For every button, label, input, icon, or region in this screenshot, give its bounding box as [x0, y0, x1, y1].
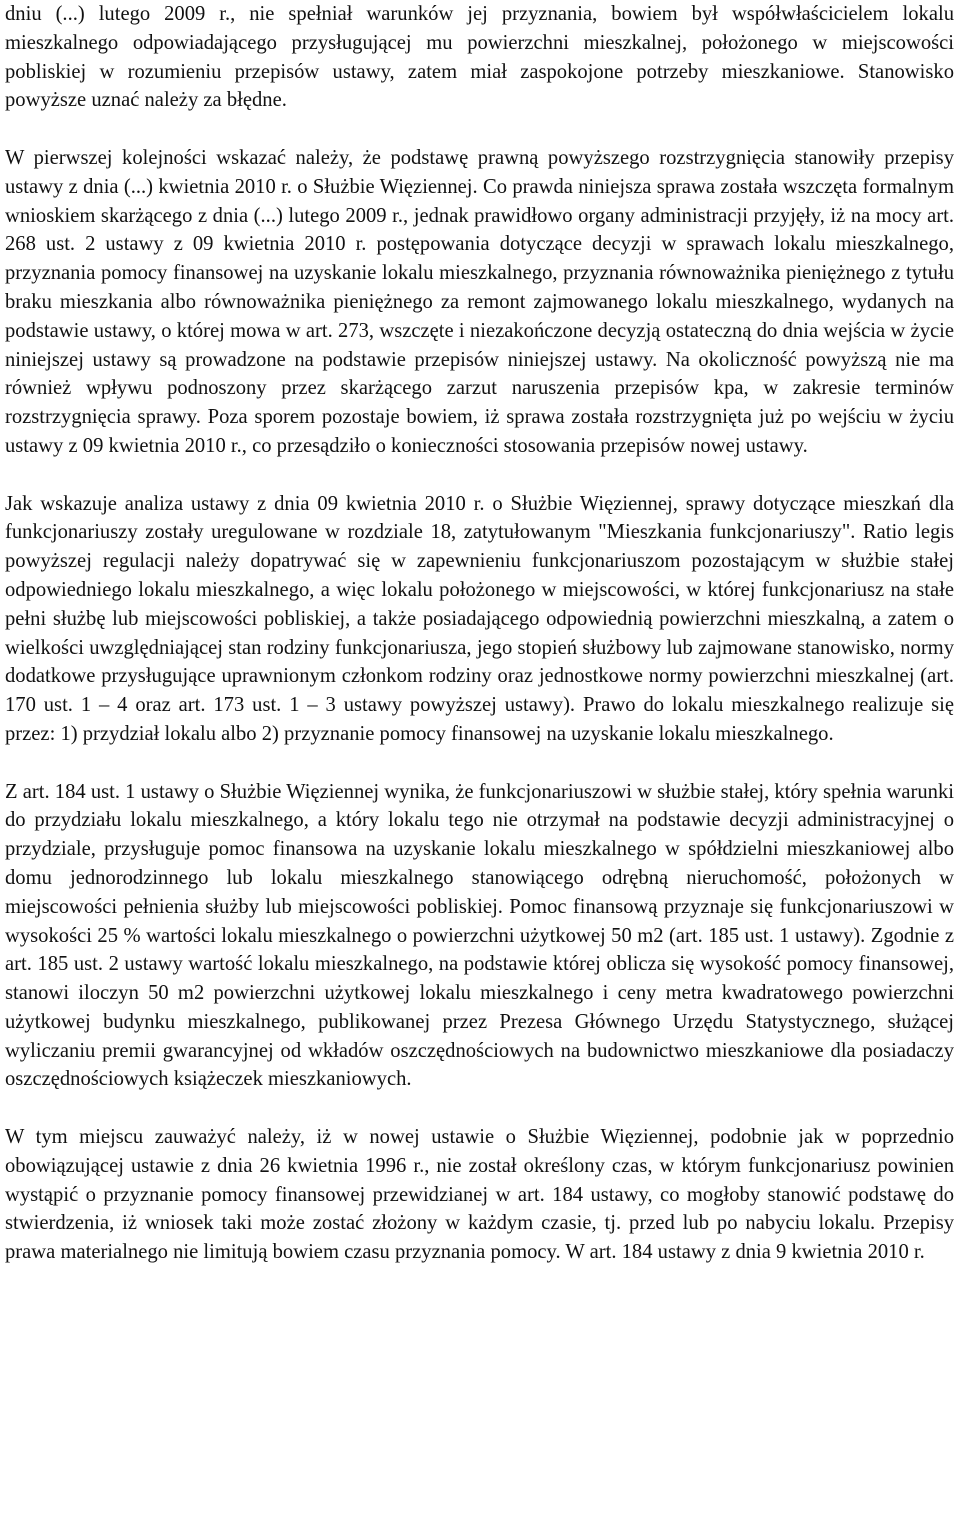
paragraph-gap: [5, 1094, 954, 1123]
paragraph-gap: [5, 461, 954, 490]
paragraph-2: W pierwszej kolejności wskazać należy, że podstawę prawną powyższego rozstrzygnięcia stanowiły przepisy ustawy z dnia (...) kwietnia 2010 r. o Służbie Więziennej. Co prawda niniejsza sprawa została wszczęta formalnym wnioskiem skarżącego z dnia (...) lutego 2009 r., jednak prawidłowo organy administracji przyjęły, iż na mocy art. 268 ust. 2 ustawy z 09 kwietnia 2010 r. postępowania dotyczące decyzji w sprawach lokalu mieszkalnego, przyznania pomocy finansowej na uzyskanie lokalu mieszkalnego, przyznania równoważnika pieniężnego z tytułu braku mieszkania albo równoważnika pieniężnego za remont zajmowanego lokalu mieszkalnego, wydanych na podstawie ustawy, o której mowa w art. 273, wszczęte i niezakończone decyzją ostateczną do dnia wejścia w życie niniejszej ustawy są prowadzone na podstawie przepisów niniejszej ustawy. Na okoliczność powyższą nie ma również wpływu podnoszony przez skarżącego zarzut naruszenia przepisów kpa, w zakresie terminów rozstrzygnięcia sprawy. Poza sporem pozostaje bowiem, iż sprawa została rozstrzygnięta już po wejściu w życiu ustawy z 09 kwietnia 2010 r., co przesądziło o konieczności stosowania przepisów nowej ustawy.: [5, 146, 954, 457]
paragraph-gap: [5, 115, 954, 144]
paragraph-gap: [5, 749, 954, 778]
paragraph-5: W tym miejscu zauważyć należy, iż w nowej ustawie o Służbie Więziennej, podobnie jak w poprzednio obowiązującej ustawie z dnia 26 kwietnia 1996 r., nie został określony czas, w którym funkcjonariusz powinien wystąpić o przyznanie pomocy finansowej przewidzianej w art. 184 ustawy, co mogłoby stanowić podstawę do stwierdzenia, iż wniosek taki może zostać złożony w każdym czasie, tj. przed lub po nabyciu lokalu. Przepisy prawa materialnego nie limitują bowiem czasu przyznania pomocy. W art. 184 ustawy z dnia 9 kwietnia 2010 r.: [5, 1126, 954, 1264]
paragraph-1: dniu (...) lutego 2009 r., nie spełniał warunków jej przyznania, bowiem był współwłaścicielem lokalu mieszkalnego odpowiadającego przysługującej mu powierzchni mieszkalnej, położonego w miejscowości pobliskiej w rozumieniu przepisów ustawy, zatem miał zaspokojone potrzeby mieszkaniowe. Stanowisko powyższe uznać należy za błędne.: [5, 3, 954, 112]
document-page: [5, 0, 954, 1267]
paragraph-3: Jak wskazuje analiza ustawy z dnia 09 kwietnia 2010 r. o Służbie Więziennej, sprawy dotyczące mieszkań dla funkcjonariuszy zostały uregulowane w rozdziale 18, zatytułowanym "Mieszkania funkcjonariuszy". Ratio legis powyższej regulacji należy dopatrywać się w zapewnieniu funkcjonariuszom pozostającym w służbie stałej odpowiedniego lokalu mieszkalnego, a więc lokalu położonego w miejscowości, w której funkcjonariusz na stałe pełni służbę lub miejscowości pobliskiej, a także posiadającego odpowiednią powierzchni mieszkalną, a zatem o wielkości uwzględniającej stan rodziny funkcjonariusza, jego stopień służbowy lub zajmowane stanowisko, normy dodatkowe przysługujące uprawnionym członkom rodziny oraz jednostkowe normy powierzchni mieszkalnej (art. 170 ust. 1 – 4 oraz art. 173 ust. 1 – 3 ustawy powyższej ustawy). Prawo do lokalu mieszkalnego realizuje się przez: 1) przydział lokalu albo 2) przyznanie pomocy finansowej na uzyskanie lokalu mieszkalnego.: [5, 492, 954, 745]
paragraph-4: Z art. 184 ust. 1 ustawy o Służbie Więziennej wynika, że funkcjonariuszowi w służbie stałej, który spełnia warunki do przydziału lokalu mieszkalnego, a który lokalu tego nie otrzymał na podstawie decyzji administracyjnej o przydziale, przysługuje pomoc finansowa na uzyskanie lokalu mieszkalnego w spółdzielni mieszkaniowej albo domu jednorodzinnego lub lokalu mieszkalnego stanowiącego odrębną nieruchomość, położonych w miejscowości pełnienia służby lub miejscowości pobliskiej. Pomoc finansową przyznaje się funkcjonariuszowi w wysokości 25 % wartości lokalu mieszkalnego o powierzchni użytkowej 50 m2 (art. 185 ust. 1 ustawy). Zgodnie z art. 185 ust. 2 ustawy wartość lokalu mieszkalnego, na podstawie której oblicza się wysokość pomocy finansowej, stanowi iloczyn 50 m2 powierzchni użytkowej lokalu mieszkalnego i ceny metra kwadratowego powierzchni użytkowej budynku mieszkalnego, publikowanej przez Prezesa Głównego Urzędu Statystycznego, służącej wyliczaniu premii gwarancyjnej od wkładów oszczędnościowych na budownictwo mieszkaniowe dla posiadaczy oszczędnościowych książeczek mieszkaniowych.: [5, 780, 954, 1091]
